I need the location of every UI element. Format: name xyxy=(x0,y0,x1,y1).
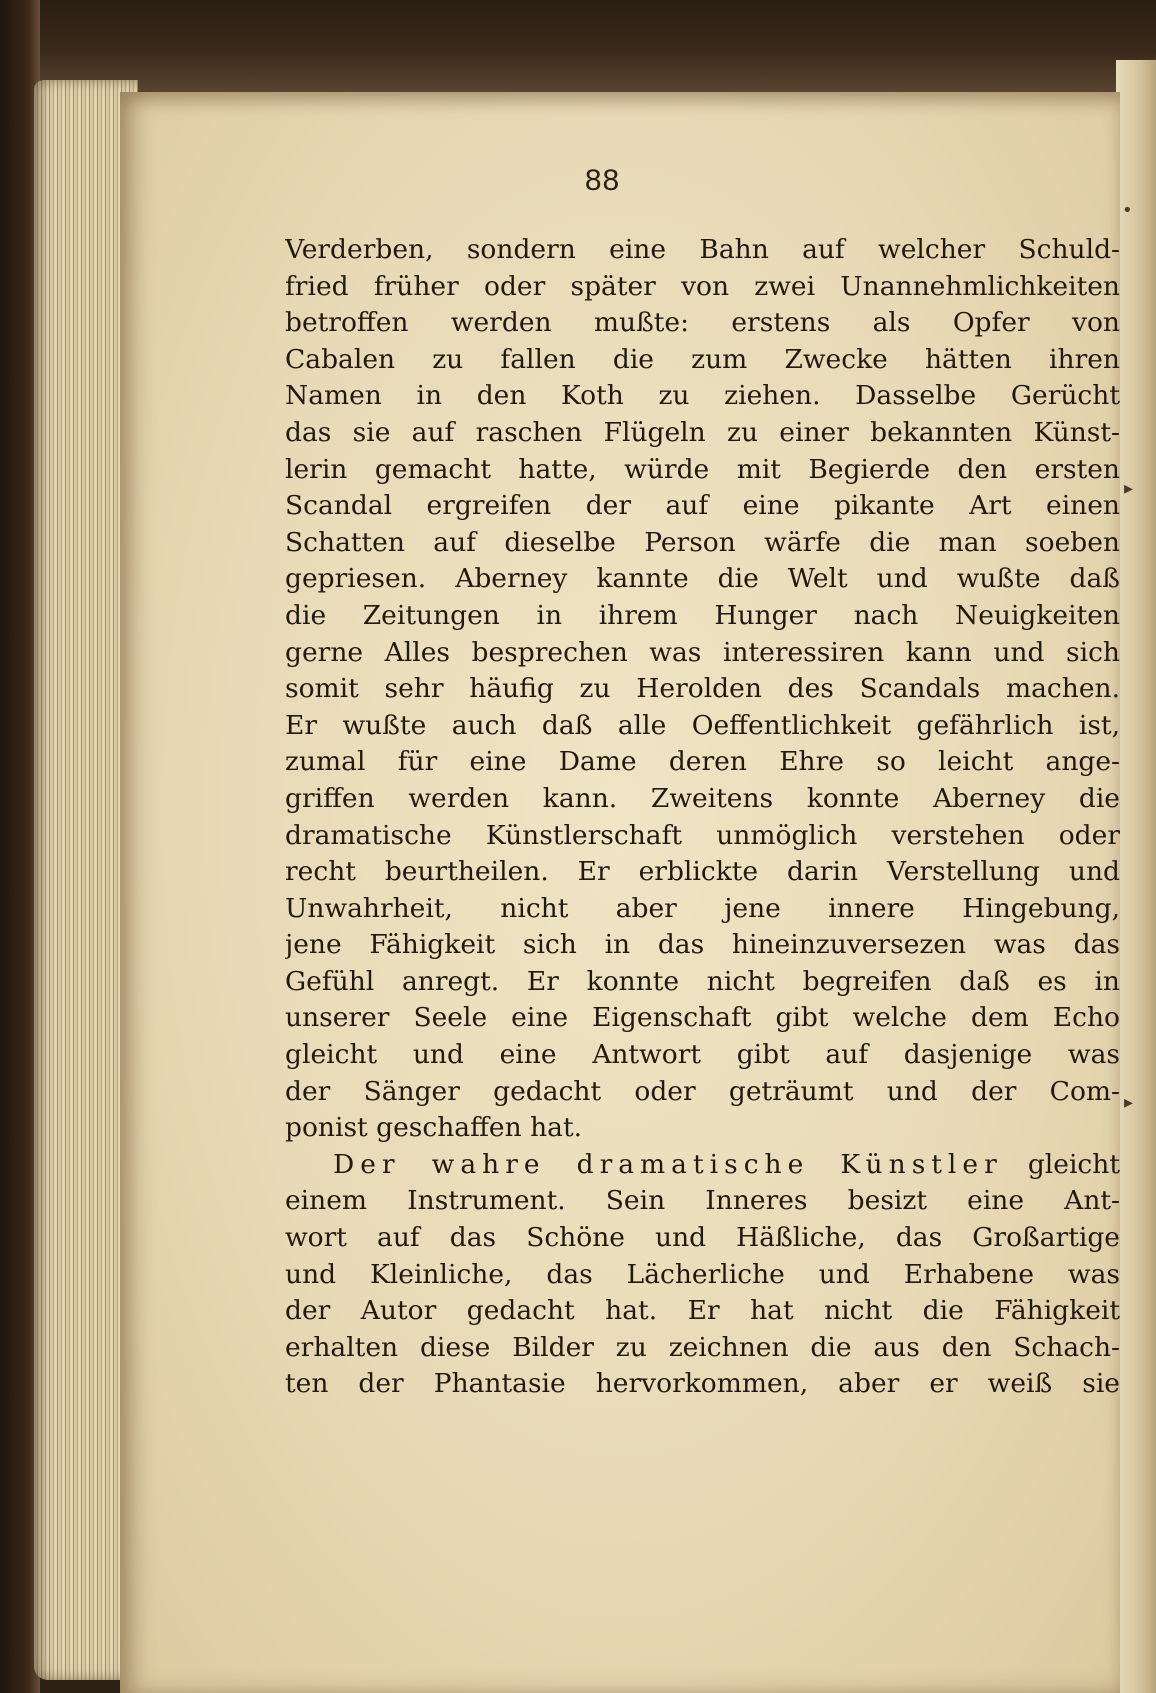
text-line: ten der Phantasie hervorkommen, aber er weiß sie xyxy=(285,1368,1120,1400)
text-line: lerin gemacht hatte, würde mit Begierde den ersten xyxy=(285,453,1120,485)
text-line: wort auf das Schöne und Häßliche, das Großartige xyxy=(285,1222,1120,1254)
page-fore-edge xyxy=(1116,60,1156,1693)
text-line: Unwahrheit, nicht aber jene innere Hingebung, xyxy=(285,892,1120,924)
page-number: 88 xyxy=(584,164,621,197)
page-text xyxy=(285,232,1120,1403)
text-line: Gefühl anregt. Er konnte nicht begreifen daß es in xyxy=(285,965,1120,997)
spaced-emphasis: Der wahre dramatische Künstler xyxy=(333,1148,1003,1180)
text-line: Er wußte auch daß alle Oeffentlichkeit gefährlich ist, xyxy=(285,709,1120,741)
paragraph-opening-line xyxy=(285,1147,1120,1184)
book-cover-top xyxy=(0,0,1156,95)
text-line: zumal für eine Dame deren Ehre so leicht ange- xyxy=(285,746,1120,778)
text-line: ponist geschaffen hat. xyxy=(285,1112,583,1144)
margin-mark: ▸ xyxy=(1124,1092,1134,1113)
text-line: Namen in den Koth zu ziehen. Dasselbe Gerücht xyxy=(285,380,1120,412)
text-line: gepriesen. Aberney kannte die Welt und wußte daß xyxy=(285,563,1120,595)
text-line: recht beurtheilen. Er erblickte darin Verstellung und xyxy=(285,856,1120,888)
text-line: der Sänger gedacht oder geträumt und der Com- xyxy=(285,1075,1120,1107)
text-line: Scandal ergreifen der auf eine pikante Art einen xyxy=(285,490,1120,522)
text-line: jene Fähigkeit sich in das hineinzuversezen was das xyxy=(285,929,1120,961)
text-fragment: gleicht xyxy=(1027,1148,1120,1180)
text-line: betroffen werden mußte: erstens als Opfer von xyxy=(285,307,1120,339)
text-line: Cabalen zu fallen die zum Zwecke hätten ihren xyxy=(285,343,1120,375)
text-line: gerne Alles besprechen was interessiren kann und sich xyxy=(285,636,1120,668)
book-page xyxy=(120,92,1120,1693)
text-line: erhalten diese Bilder zu zeichnen die aus den Schach- xyxy=(285,1331,1120,1363)
text-line: somit sehr häufig zu Herolden des Scandals machen. xyxy=(285,673,1120,705)
text-line: Verderben, sondern eine Bahn auf welcher Schuld- xyxy=(285,234,1120,265)
text-line: griffen werden kann. Zweitens konnte Aberney die xyxy=(285,782,1120,814)
margin-mark: • xyxy=(1122,200,1133,221)
text-line: Schatten auf dieselbe Person wärfe die man soeben xyxy=(285,526,1120,558)
text-line: das sie auf raschen Flügeln zu einer bekannten Künst- xyxy=(285,416,1120,448)
text-line: der Autor gedacht hat. Er hat nicht die Fähigkeit xyxy=(285,1295,1120,1327)
text-line: und Kleinliche, das Lächerliche und Erhabene was xyxy=(285,1258,1120,1290)
text-line: einem Instrument. Sein Inneres besizt eine Ant- xyxy=(285,1185,1120,1217)
text-line: fried früher oder später von zwei Unannehmlichkeiten xyxy=(285,270,1120,302)
text-line: die Zeitungen in ihrem Hunger nach Neuigkeiten xyxy=(285,599,1120,631)
text-line: dramatische Künstlerschaft unmöglich verstehen oder xyxy=(285,819,1120,851)
text-line: gleicht und eine Antwort gibt auf dasjenige was xyxy=(285,1039,1120,1071)
margin-mark: ▸ xyxy=(1124,478,1134,499)
text-line: unserer Seele eine Eigenschaft gibt welche dem Echo xyxy=(285,1002,1120,1034)
